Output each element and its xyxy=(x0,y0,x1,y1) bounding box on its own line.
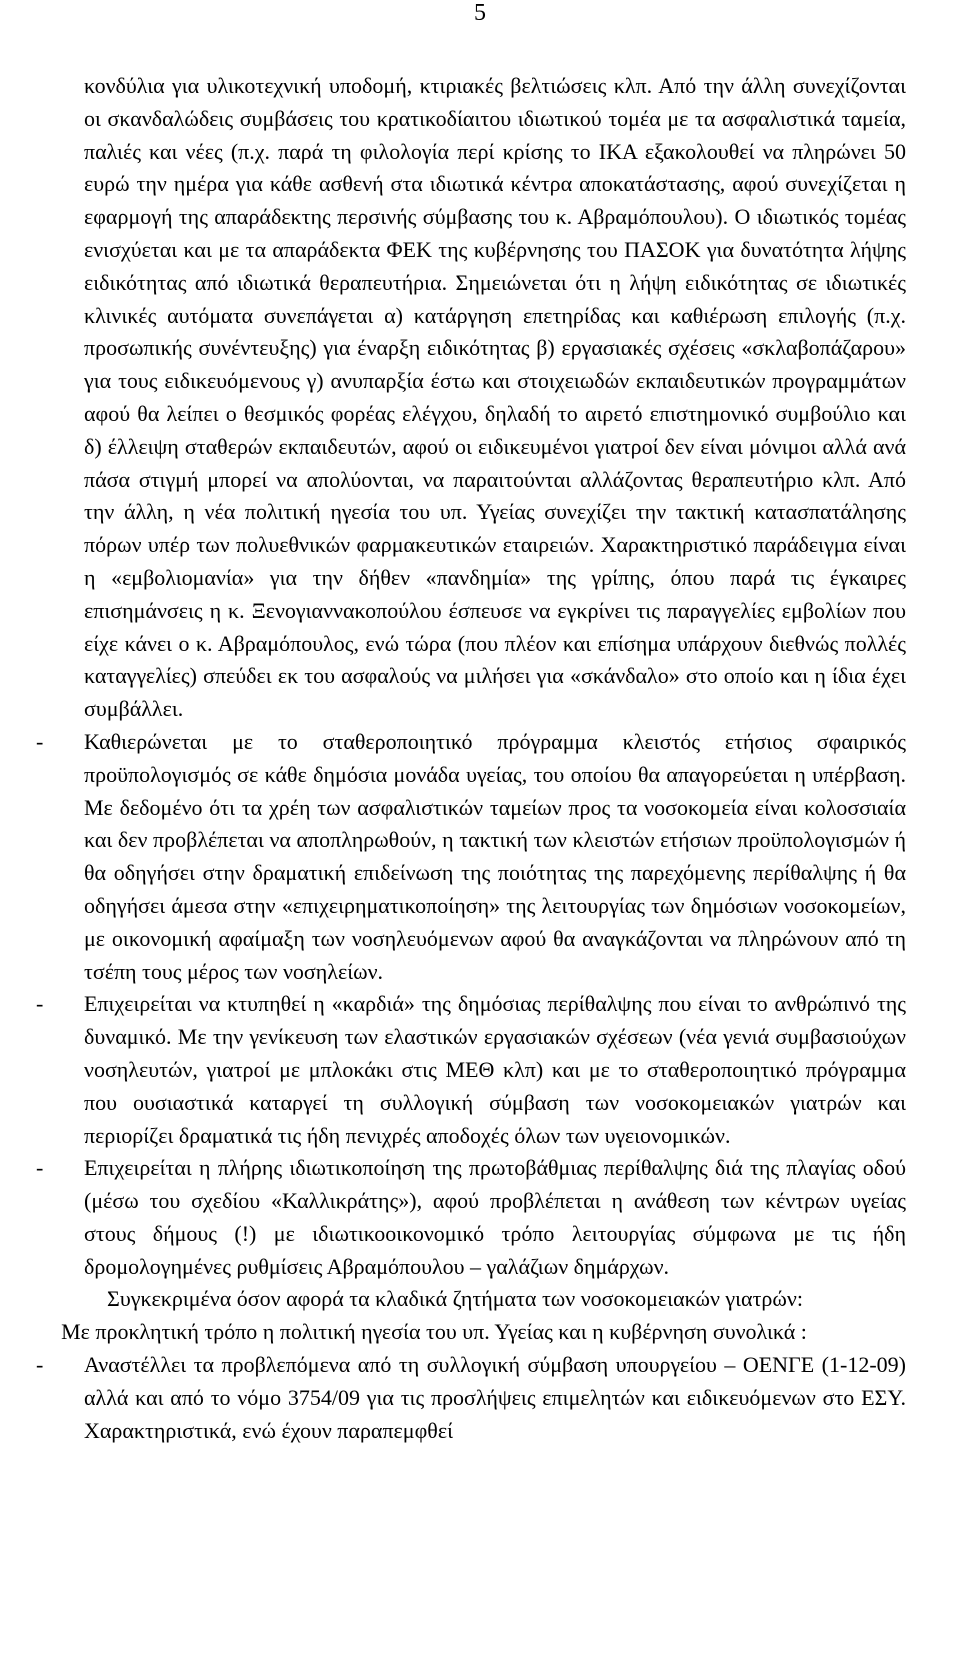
list-item-text: Καθιερώνεται με το σταθεροποιητικό πρόγραμμα κλειστός ετήσιος σφαιρικός προϋπολογισμός σε κάθε δημόσια μονάδα υγείας, του οποίου θα απαγορεύεται η υπέρβαση. Με δεδομένο ότι τα χρέη των ασφαλιστικών ταμείων προς τα νοσοκομεία είναι κολοσσιαία και δεν προβλέπεται να αποπληρωθούν, η τακτική των κλειστών ετήσιων προϋπολογισμών ή θα οδηγήσει στην δραματική επιδείνωση της ποιότητας της παρεχόμενης περίθαλψης ή θα οδηγήσει άμεσα στην «επιχειρηματικοποίηση» της λειτουργίας των δημόσιων νοσοκομείων, με οικονομική αφαίμαξη των νοσηλευόμενων αφού θα αναγκάζονται να πληρώνουν από τη τσέπη τους μέρος των νοσηλείων. xyxy=(84,728,906,984)
dash-marker: - xyxy=(36,991,44,1017)
list-item-text: Επιχειρείται να κτυπηθεί η «καρδιά» της δημόσιας περίθαλψης που είναι το ανθρώπινό της δυναμικό. Με την γενίκευση των ελαστικών εργασιακών σχέσεων (νέα γενιά συμβασιούχων νοσηλευτών, γιατροί με μπλοκάκι στις ΜΕΘ κλπ) και με το σταθεροποιητικό πρόγραμμα που ουσιαστικά καταργεί τη συλλογική σύμβαση των νοσοκομειακών γιατρών και περιορίζει δραματικά τις ήδη πενιχρές αποδοχές όλων των υγειονομικών. xyxy=(84,991,906,1148)
list-item-text: Αναστέλλει τα προβλεπόμενα από τη συλλογική σύμβαση υπουργείου – ΟΕΝΓΕ (1-12-09) αλλά και από το νόμο 3754/09 για τις προσλήψεις επιμελητών και ειδικευόμενων στο ΕΣΥ. Χαρακτηριστικά, ενώ έχουν παραπεμφθεί xyxy=(84,1352,906,1443)
list-item xyxy=(36,988,906,1152)
list-item xyxy=(36,1349,906,1447)
grievances-list xyxy=(36,1349,906,1447)
section-lead-line: Με προκλητική τρόπο η πολιτική ηγεσία του υπ. Υγείας και η κυβέρνηση συνολικά : xyxy=(61,1319,807,1345)
page-number: 5 xyxy=(474,0,486,26)
dash-marker: - xyxy=(36,728,44,754)
dash-marker: - xyxy=(36,1155,44,1181)
list-item xyxy=(36,1152,906,1283)
dash-marker: - xyxy=(36,1352,44,1378)
opening-paragraph: κονδύλια για υλικοτεχνική υποδομή, κτιριακές βελτιώσεις κλπ. Από την άλλη συνεχίζονται οι σκανδαλώδεις συμβάσεις του κρατικοδίαιτου ιδιωτικού τομέα με τα ασφαλιστικά ταμεία, παλιές και νέες (π.χ. παρά τη φιλολογία περί κρίσης το ΙΚΑ εξακολουθεί να πληρώνει 50 ευρώ την ημέρα για κάθε ασθενή στα ιδιωτικά κέντρα αποκατάστασης, αφού συνεχίζεται η εφαρμογή της απαράδεκτης περσινής σύμβασης του κ. Αβραμόπουλου). Ο ιδιωτικός τομέας ενισχύεται και με τα απαράδεκτα ΦΕΚ της κυβέρνησης του ΠΑΣΟΚ για δυνατότητα λήψης ειδικότητας από ιδιωτικά θεραπευτήρια. Σημειώνεται ότι η λήψη ειδικότητας σε ιδιωτικές κλινικές αυτόματα συνεπάγεται α) κατάργηση επετηρίδας και καθιέρωση επιλογής (π.χ. προσωπικής συνέντευξης) για έναρξη ειδικότητας β) εργασιακές σχέσεις «σκλαβοπάζαρου» για τους ειδικευόμενους γ) ανυπαρξία έστω και στοιχειωδών εκπαιδευτικών προγραμμάτων αφού θα λείπει ο θεσμικός φορέας ελέγχου, δηλαδή το αιρετό επιστημονικό συμβούλιο και δ) έλλειψη σταθερών εκπαιδευτών, αφού οι ειδικευμένοι γιατροί δεν είναι μόνιμοι αλλά ανά πάσα στιγμή μπορεί να απολύονται, να παραιτούνται αλλάζοντας θεραπευτήριο κλπ. Από την άλλη, η νέα πολιτική ηγεσία του υπ. Υγείας συνεχίζει την τακτική κατασπατάλησης πόρων υπέρ των πολυεθνικών φαρμακευτικών εταιρειών. Χαρακτηριστικό παράδειγμα είναι η «εμβολιομανία» για την δήθεν «πανδημία» της γρίπης, όπου παρά τις έγκαιρες επισημάνσεις η κ. Ξενογιαννακοπούλου έσπευσε να εγκρίνει τις παραγγελίες εμβολίων που είχε κάνει ο κ. Αβραμόπουλος, ενώ τώρα (που πλέον και επίσημα υπάρχουν διεθνώς πολλές καταγγελίες) σπεύδει εκ του ασφαλούς να μιλήσει για «σκάνδαλο» στο οποίο και η ίδια έχει συμβάλλει. xyxy=(84,73,906,722)
document-body xyxy=(36,70,906,1447)
section-intro-line: Συγκεκριμένα όσον αφορά τα κλαδικά ζητήματα των νοσοκομειακών γιατρών: xyxy=(107,1286,803,1312)
list-item-text: Επιχειρείται η πλήρης ιδιωτικοποίηση της πρωτοβάθμιας περίθαλψης διά της πλαγίας οδού (μέσω του σχεδίου «Καλλικράτης»), αφού προβλέπεται η ανάθεση των κέντρων υγείας στους δήμους (!) με ιδιωτικοοικονομικό τρόπο λειτουργίας σύμφωνα με τις ήδη δρομολογημένες ρυθμίσεις Αβραμόπουλου – γαλάζιων δημάρχων. xyxy=(84,1155,906,1279)
measures-list xyxy=(36,726,906,1284)
list-item xyxy=(36,726,906,988)
